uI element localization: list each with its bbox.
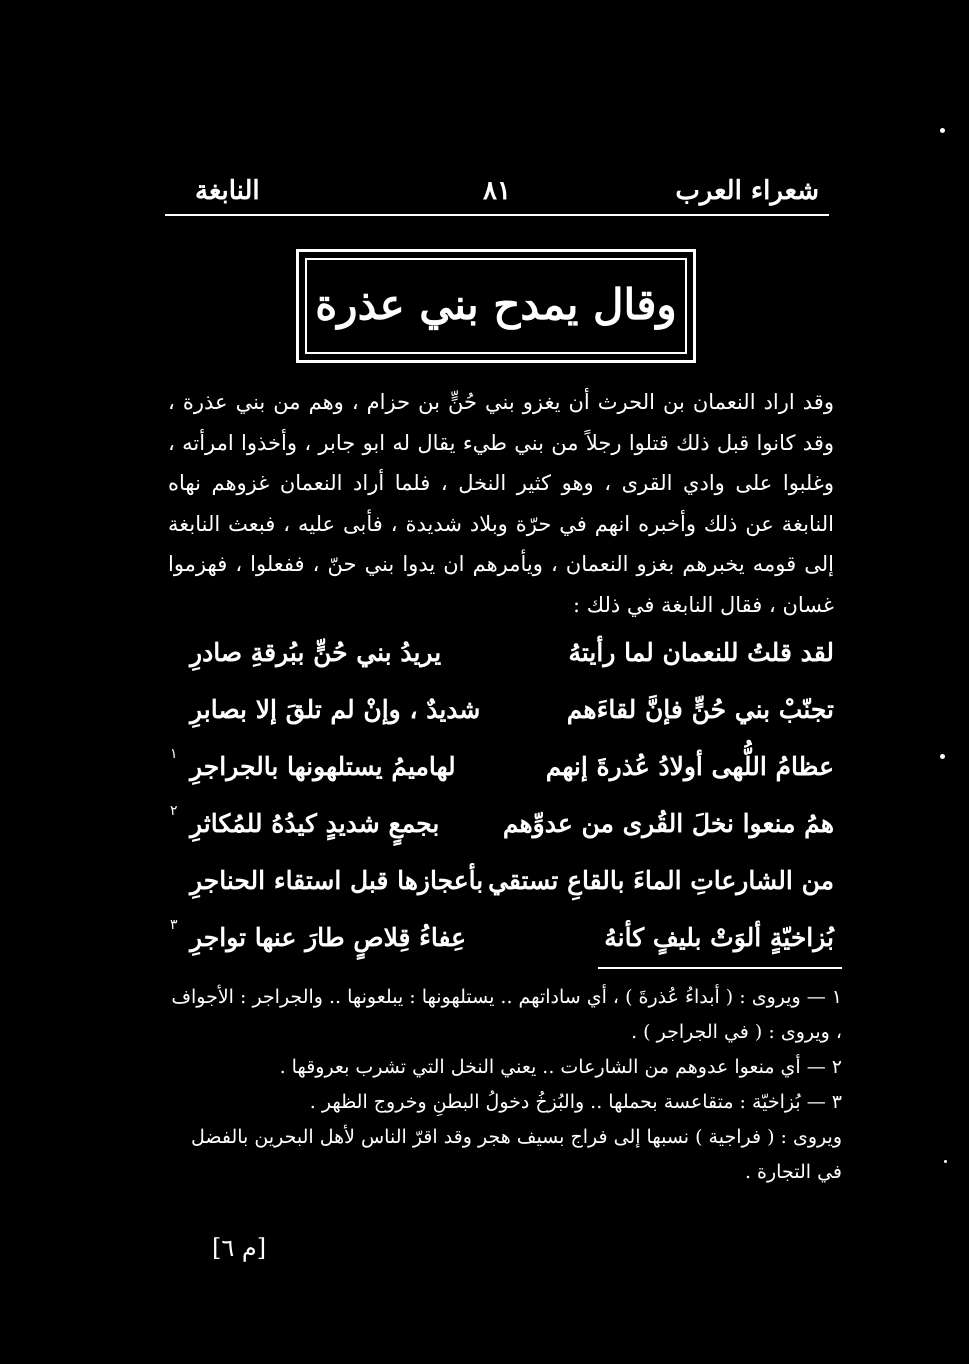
verse (170, 689, 834, 746)
footnote-rule (598, 967, 842, 969)
verse-footnote-mark: ١ (170, 746, 178, 762)
verse-first-hemistich: من الشارعاتِ الماءَ بالقاعِ تستقي (488, 866, 834, 895)
verse-first-hemistich: عظامُ اللُّهى أولادُ عُذرةَ إنهم (545, 752, 834, 781)
poem-title-frame (296, 249, 696, 363)
poet-name: النابغة (195, 176, 260, 206)
verse-first-hemistich: بُزاخيّةٍ ألوَتْ بليفٍ كأنهُ (604, 923, 834, 952)
verse-first-hemistich: همُ منعوا نخلَ القُرى من عدوِّهم (502, 809, 834, 838)
page-number: ٨١ (483, 176, 511, 206)
intro-paragraph (168, 382, 834, 625)
verse-second-hemistich: عِفاءُ قِلاصٍ طارَ عنها تواجرِ (190, 923, 467, 952)
verse (170, 632, 834, 689)
verse (170, 803, 834, 860)
verse (170, 860, 834, 917)
verse-second-hemistich: لهاميمُ يستلهونها بالجراجرِ (190, 752, 456, 781)
verse (170, 917, 834, 974)
poem (170, 632, 834, 974)
footnote: ويروى : ( فراجية ) نسبها إلى فراج بسيف هجر وقد اقرّ الناس لأهل البحرين بالفضل في التجارة . (190, 1126, 842, 1183)
poem-title: وقال يمدح بني عذرة (315, 280, 677, 329)
footnote: ١ — ويروى : ( أبداءُ عُذرةَ ) ، أي ساداتهم .. يستلهونها : يبلعونها .. والجراجر : الأجواف ، ويروى : ( في الجراجر ) . (171, 986, 842, 1043)
signature-mark: [م ٦] (212, 1234, 267, 1262)
verse-first-hemistich: لقد قلتُ للنعمان لما رأيتهُ (568, 638, 834, 667)
footnotes (170, 980, 842, 1190)
verse-second-hemistich: بأعجازها قبل استقاء الحناجرِ (190, 866, 484, 895)
running-head (165, 170, 829, 216)
scan-speck (944, 1160, 947, 1163)
scan-speck (940, 754, 945, 759)
verse-first-hemistich: تجنّبْ بني حُنٍّ فإنَّ لقاءَهم (566, 695, 834, 724)
header-rule (165, 214, 829, 216)
verse-second-hemistich: شديدٌ ، وإنْ لم تلقَ إلا بصابرِ (190, 695, 481, 724)
footnote: ٣ — بُزاخيّة : متقاعسة بحملها .. والبُزخُ دخولُ البطنِ وخروج الظهر . (309, 1091, 842, 1113)
verse-second-hemistich: يريدُ بني حُنٍّ ببُرقةِ صادرِ (190, 638, 442, 667)
verse-second-hemistich: بجمعٍ شديدٍ كيدُهُ للمُكاثرِ (190, 809, 440, 838)
intro-text: وقد اراد النعمان بن الحرث أن يغزو بني حُنٍّ بن حزام ، وهم من بني عذرة ، وقد كانوا قبل ذلك قتلوا رجلاً من بني طيء يقال له ابو جابر ، وأخذوا امرأته ، وغلبوا على وادي القرى ، وهو كثير النخل ، فلما أراد النعمان غزوهم نهاه النابغة عن ذلك وأخبره انهم في حرّة وبلاد شديدة ، فأبى عليه ، فبعث النابغة إلى قومه يخبرهم بغزو النعمان ، ويأمرهم ان يدوا بني حنّ ، ففعلوا ، فهزموا غسان ، فقال النابغة في ذلك : (168, 390, 834, 617)
verse-footnote-mark: ٢ (170, 803, 178, 819)
verse-footnote-mark: ٣ (170, 917, 178, 933)
footnote: ٢ — أي منعوا عدوهم من الشارعات .. يعني النخل التي تشرب بعروقها . (279, 1056, 842, 1078)
verse (170, 746, 834, 803)
book-title: شعراء العرب (675, 176, 819, 206)
scan-speck (940, 128, 945, 133)
